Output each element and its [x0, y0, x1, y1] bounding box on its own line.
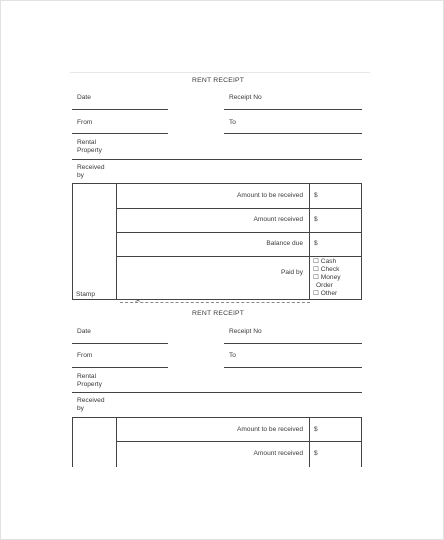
received-by-label: Received by	[77, 397, 105, 412]
from-line	[72, 367, 168, 368]
rental-property-label: Rental Property	[77, 139, 102, 154]
from-line	[72, 133, 168, 134]
rental-property-line	[72, 159, 362, 160]
currency-symbol: $	[314, 426, 318, 433]
rental-property-label: Rental Property	[77, 373, 102, 388]
currency-symbol: $	[314, 240, 318, 247]
amount-received-label: Amount received	[253, 450, 303, 457]
row-divider	[116, 208, 362, 209]
to-line	[224, 133, 362, 134]
rental-property-line	[72, 392, 362, 393]
payment-table-left	[72, 417, 73, 467]
date-line	[72, 343, 168, 344]
payment-option-money[interactable]: ☐ Money	[313, 274, 341, 281]
top-rule	[70, 72, 370, 73]
payment-option-other[interactable]: ☐ Other	[313, 290, 338, 297]
from-label: From	[77, 119, 93, 126]
received-by-label: Received by	[77, 164, 105, 179]
receipt-title: RENT RECEIPT	[192, 77, 245, 84]
to-label: To	[229, 352, 236, 359]
receipt-no-label: Receipt No	[229, 94, 262, 101]
date-label: Date	[77, 328, 91, 335]
amount-to-be-received-label: Amount to be received	[237, 426, 303, 433]
value-column-divider	[309, 183, 310, 300]
value-column-divider	[309, 417, 310, 467]
receipt-title: RENT RECEIPT	[192, 310, 245, 317]
paid-by-label: Paid by	[281, 269, 303, 276]
currency-symbol: $	[314, 450, 318, 457]
receipt-no-line	[224, 343, 362, 344]
amount-received-label: Amount received	[253, 216, 303, 223]
cut-line	[120, 302, 310, 303]
to-label: To	[229, 119, 236, 126]
scissors-icon: ✂	[135, 298, 141, 305]
row-divider	[116, 256, 362, 257]
row-divider	[116, 441, 362, 442]
receipt-no-line	[224, 109, 362, 110]
payment-option-check[interactable]: ☐ Check	[313, 266, 340, 273]
amount-to-be-received-label: Amount to be received	[237, 192, 303, 199]
currency-symbol: $	[314, 216, 318, 223]
receipt-no-label: Receipt No	[229, 328, 262, 335]
stamp-column-divider	[116, 183, 117, 300]
row-divider	[116, 232, 362, 233]
payment-table-right	[361, 417, 362, 467]
to-line	[224, 367, 362, 368]
date-label: Date	[77, 94, 91, 101]
date-line	[72, 109, 168, 110]
stamp-label: Stamp	[76, 291, 96, 298]
stamp-column-divider	[116, 417, 117, 467]
balance-due-label: Balance due	[266, 240, 303, 247]
from-label: From	[77, 352, 93, 359]
currency-symbol: $	[314, 192, 318, 199]
payment-option-order: Order	[316, 282, 333, 289]
payment-option-cash[interactable]: ☐ Cash	[313, 258, 337, 265]
